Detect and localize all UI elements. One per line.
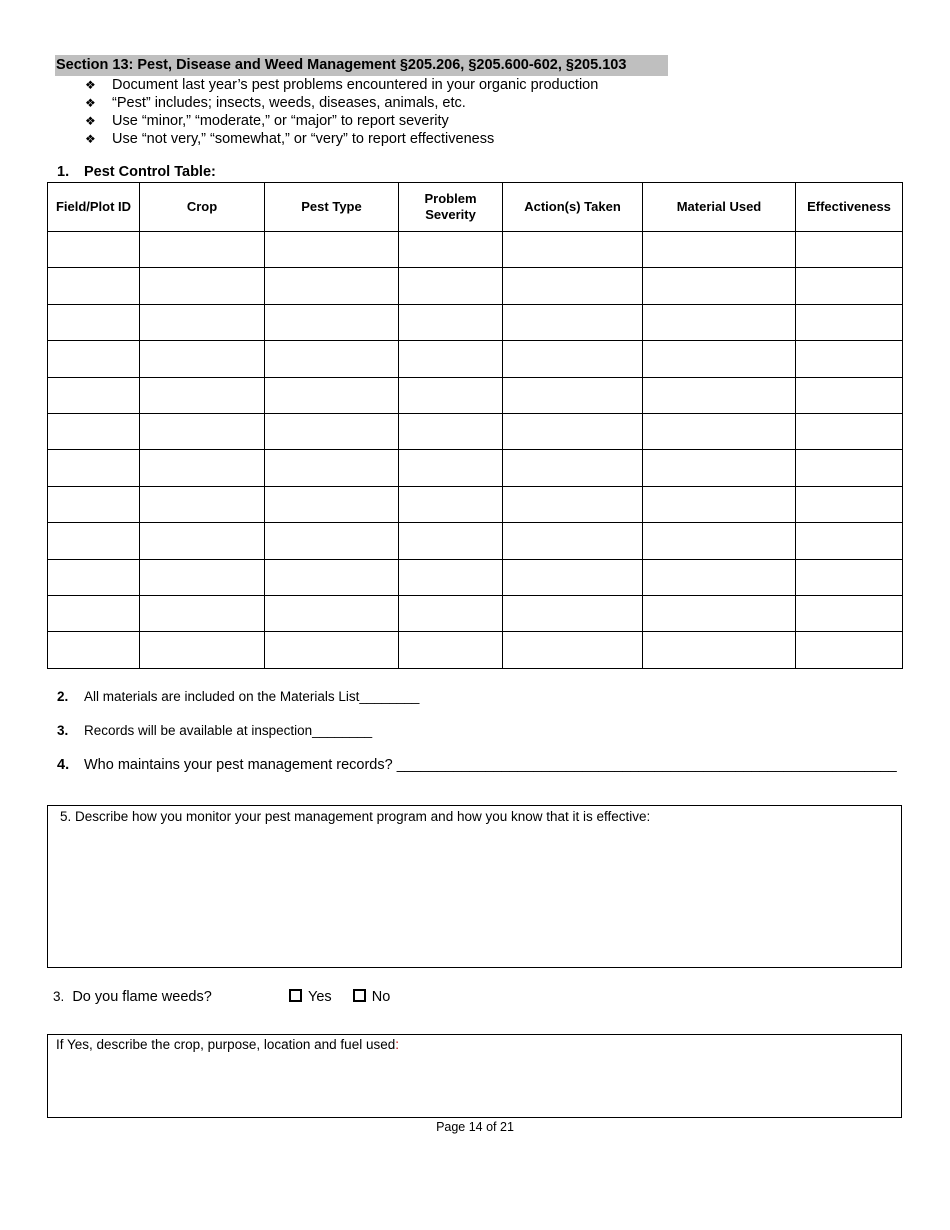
table-cell[interactable] — [48, 341, 140, 377]
table-cell[interactable] — [503, 413, 643, 449]
table-cell[interactable] — [796, 413, 903, 449]
table-cell[interactable] — [265, 341, 399, 377]
table-row — [48, 486, 903, 522]
table-cell[interactable] — [796, 559, 903, 595]
table-cell[interactable] — [265, 632, 399, 668]
instruction-item: ❖ Document last year’s pest problems encountered in your organic production — [85, 77, 599, 93]
flame-description-box[interactable] — [47, 1034, 902, 1118]
table-row — [48, 523, 903, 559]
table-cell[interactable] — [399, 413, 503, 449]
table-cell[interactable] — [265, 486, 399, 522]
diamond-bullet-icon: ❖ — [85, 78, 96, 92]
table-cell[interactable] — [399, 304, 503, 340]
pest-control-table — [47, 182, 903, 669]
red-colon: : — [395, 1037, 399, 1052]
table-row — [48, 377, 903, 413]
records-maintainer-blank[interactable]: Who maintains your pest management records? ______________________________________________________________ — [84, 757, 897, 773]
materials-list-blank[interactable]: All materials are included on the Materials List________ — [84, 689, 420, 704]
table-cell[interactable] — [140, 450, 265, 486]
table-header-row — [48, 183, 903, 232]
records-available-question: 3. Records will be available at inspection________ — [57, 723, 373, 738]
instruction-item: ❖ Use “not very,” “somewhat,” or “very” to report effectiveness — [85, 131, 495, 147]
table-cell[interactable] — [643, 304, 796, 340]
table-cell[interactable] — [265, 523, 399, 559]
table-cell[interactable] — [265, 377, 399, 413]
table-cell[interactable] — [48, 632, 140, 668]
column-header-field-plot-id: Field/Plot ID — [48, 183, 140, 232]
table-cell[interactable] — [140, 559, 265, 595]
column-header-material-used: Material Used — [643, 183, 796, 232]
table-row — [48, 341, 903, 377]
table-cell[interactable] — [503, 377, 643, 413]
column-header-actions-taken: Action(s) Taken — [503, 183, 643, 232]
table-cell[interactable] — [265, 413, 399, 449]
flame-weeds-question: 3. Do you flame weeds? — [53, 989, 212, 1005]
table-cell[interactable] — [503, 523, 643, 559]
table-cell[interactable] — [503, 304, 643, 340]
table-row — [48, 304, 903, 340]
table-row — [48, 559, 903, 595]
table-cell[interactable] — [48, 413, 140, 449]
table-cell[interactable] — [48, 377, 140, 413]
table-cell[interactable] — [643, 595, 796, 631]
instruction-item: ❖ Use “minor,” “moderate,” or “major” to report severity — [85, 113, 449, 129]
table-cell[interactable] — [48, 304, 140, 340]
table-row — [48, 595, 903, 631]
table-cell[interactable] — [48, 450, 140, 486]
table-cell[interactable] — [48, 268, 140, 304]
table-cell[interactable] — [503, 559, 643, 595]
table-cell[interactable] — [140, 304, 265, 340]
column-header-crop: Crop — [140, 183, 265, 232]
section-title: Section 13: Pest, Disease and Weed Management §205.206, §205.600-602, §205.103 — [55, 55, 668, 76]
monitoring-description-label: 5. Describe how you monitor your pest management program and how you know that it is effective: — [60, 809, 651, 824]
table-cell[interactable] — [265, 268, 399, 304]
table-cell[interactable] — [399, 523, 503, 559]
table-cell[interactable] — [399, 450, 503, 486]
table-cell[interactable] — [643, 559, 796, 595]
table-cell[interactable] — [399, 486, 503, 522]
diamond-bullet-icon: ❖ — [85, 114, 96, 128]
table-cell[interactable] — [399, 632, 503, 668]
table-cell[interactable] — [796, 304, 903, 340]
column-header-problem-severity: Problem Severity — [399, 183, 503, 232]
table-cell[interactable] — [399, 341, 503, 377]
table-cell[interactable] — [48, 559, 140, 595]
table-cell[interactable] — [796, 632, 903, 668]
checkbox-icon — [289, 989, 302, 1002]
table-cell[interactable] — [48, 232, 140, 268]
table-cell[interactable] — [140, 268, 265, 304]
table-cell[interactable] — [643, 377, 796, 413]
table-cell[interactable] — [140, 413, 265, 449]
table-cell[interactable] — [643, 268, 796, 304]
monitoring-description-box[interactable] — [47, 805, 902, 968]
table-row — [48, 413, 903, 449]
table-cell[interactable] — [48, 595, 140, 631]
table-cell[interactable] — [796, 523, 903, 559]
table-cell[interactable] — [643, 450, 796, 486]
table-cell[interactable] — [48, 486, 140, 522]
table-cell[interactable] — [140, 486, 265, 522]
table-cell[interactable] — [140, 595, 265, 631]
table-cell[interactable] — [265, 595, 399, 631]
column-header-pest-type: Pest Type — [265, 183, 399, 232]
flame-weeds-options — [289, 989, 390, 1005]
yes-checkbox[interactable]: Yes — [289, 989, 332, 1005]
flame-description-label: If Yes, describe the crop, purpose, location and fuel used: — [56, 1037, 399, 1052]
diamond-bullet-icon: ❖ — [85, 96, 96, 110]
column-header-effectiveness: Effectiveness — [796, 183, 903, 232]
table-cell[interactable] — [796, 268, 903, 304]
table-cell[interactable] — [265, 559, 399, 595]
table-cell[interactable] — [140, 632, 265, 668]
records-maintainer-question: 4. Who maintains your pest management records? ______________________________________________________________ — [57, 757, 897, 773]
table-cell[interactable] — [503, 232, 643, 268]
table-cell[interactable] — [140, 523, 265, 559]
table-cell[interactable] — [140, 377, 265, 413]
table-cell[interactable] — [399, 595, 503, 631]
table-cell[interactable] — [503, 595, 643, 631]
table-cell[interactable] — [643, 632, 796, 668]
table-row — [48, 232, 903, 268]
table-cell[interactable] — [643, 341, 796, 377]
pest-control-table-heading: 1. Pest Control Table: — [57, 164, 216, 180]
table-cell[interactable] — [643, 232, 796, 268]
table-cell[interactable] — [643, 486, 796, 522]
table-row — [48, 268, 903, 304]
table-cell[interactable] — [265, 450, 399, 486]
records-available-blank[interactable]: Records will be available at inspection________ — [84, 723, 373, 738]
table-cell[interactable] — [796, 486, 903, 522]
table-cell[interactable] — [796, 595, 903, 631]
table-row — [48, 632, 903, 668]
table-cell[interactable] — [399, 377, 503, 413]
table-cell[interactable] — [796, 232, 903, 268]
table-cell[interactable] — [643, 413, 796, 449]
table-cell[interactable] — [796, 341, 903, 377]
table-cell[interactable] — [503, 486, 643, 522]
checkbox-icon — [353, 989, 366, 1002]
table-cell[interactable] — [503, 268, 643, 304]
table-cell[interactable] — [399, 232, 503, 268]
table-cell[interactable] — [140, 341, 265, 377]
no-checkbox[interactable]: No — [353, 989, 391, 1005]
table-cell[interactable] — [265, 304, 399, 340]
diamond-bullet-icon: ❖ — [85, 132, 96, 146]
materials-list-question: 2. All materials are included on the Materials List________ — [57, 689, 420, 704]
page-number: Page 14 of 21 — [436, 1120, 514, 1134]
table-cell[interactable] — [140, 232, 265, 268]
table-cell[interactable] — [503, 450, 643, 486]
table-cell[interactable] — [796, 450, 903, 486]
table-cell[interactable] — [399, 559, 503, 595]
table-cell[interactable] — [503, 632, 643, 668]
table-cell[interactable] — [399, 268, 503, 304]
table-cell[interactable] — [796, 377, 903, 413]
instruction-item: ❖ “Pest” includes; insects, weeds, diseases, animals, etc. — [85, 95, 466, 111]
instruction-list — [85, 76, 598, 148]
table-cell[interactable] — [48, 523, 140, 559]
table-row — [48, 450, 903, 486]
table-cell[interactable] — [265, 232, 399, 268]
table-cell[interactable] — [503, 341, 643, 377]
table-cell[interactable] — [643, 523, 796, 559]
